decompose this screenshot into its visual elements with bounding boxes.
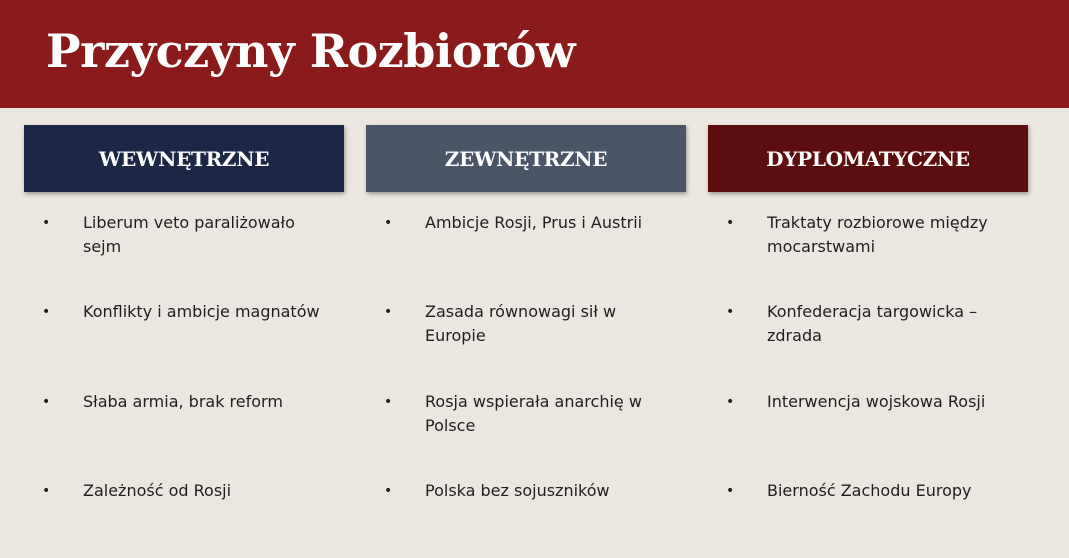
list-item-text: Zależność od Rosji bbox=[83, 481, 232, 500]
list-item-text: Traktaty rozbiorowe między mocarstwami bbox=[767, 213, 988, 256]
list-item-text: Liberum veto paraliżowało sejm bbox=[83, 213, 295, 256]
title-bar bbox=[0, 0, 1069, 108]
list-item-text: Bierność Zachodu Europy bbox=[767, 481, 972, 500]
bullet-icon: • bbox=[726, 304, 735, 320]
bullet-icon: • bbox=[384, 394, 393, 410]
bullet-icon: • bbox=[384, 304, 393, 320]
list-item-text: Konfederacja targowicka – zdrada bbox=[767, 302, 978, 345]
column-header bbox=[24, 125, 344, 192]
list-item-text: Konflikty i ambicje magnatów bbox=[83, 302, 320, 321]
column-zewnetrzne bbox=[366, 125, 686, 500]
column-header-label: ZEWNĘTRZNE bbox=[444, 146, 608, 171]
column-dyplomatyczne bbox=[708, 125, 1028, 500]
bullet-icon: • bbox=[42, 483, 51, 499]
bullet-icon: • bbox=[42, 215, 51, 231]
bullet-icon: • bbox=[42, 304, 51, 320]
list-item-text: Polska bez sojuszników bbox=[425, 481, 610, 500]
bullet-icon: • bbox=[384, 483, 393, 499]
slide-title: Przyczyny Rozbiorów bbox=[46, 24, 576, 78]
column-header-label: DYPLOMATYCZNE bbox=[766, 146, 970, 171]
list-item-text: Ambicje Rosji, Prus i Austrii bbox=[425, 213, 643, 232]
column-header bbox=[366, 125, 686, 192]
bullet-icon: • bbox=[726, 394, 735, 410]
bullet-icon: • bbox=[726, 483, 735, 499]
bullet-icon: • bbox=[42, 394, 51, 410]
list-item-text: Zasada równowagi sił w Europie bbox=[425, 302, 617, 345]
list-item-text: Rosja wspierała anarchię w Polsce bbox=[425, 392, 642, 435]
list-item-text: Interwencja wojskowa Rosji bbox=[767, 392, 986, 411]
bullet-icon: • bbox=[726, 215, 735, 231]
column-header-label: WEWNĘTRZNE bbox=[98, 146, 270, 171]
bullet-icon: • bbox=[384, 215, 393, 231]
column-wewnetrzne bbox=[24, 125, 344, 500]
list-item-text: Słaba armia, brak reform bbox=[83, 392, 283, 411]
column-header bbox=[708, 125, 1028, 192]
